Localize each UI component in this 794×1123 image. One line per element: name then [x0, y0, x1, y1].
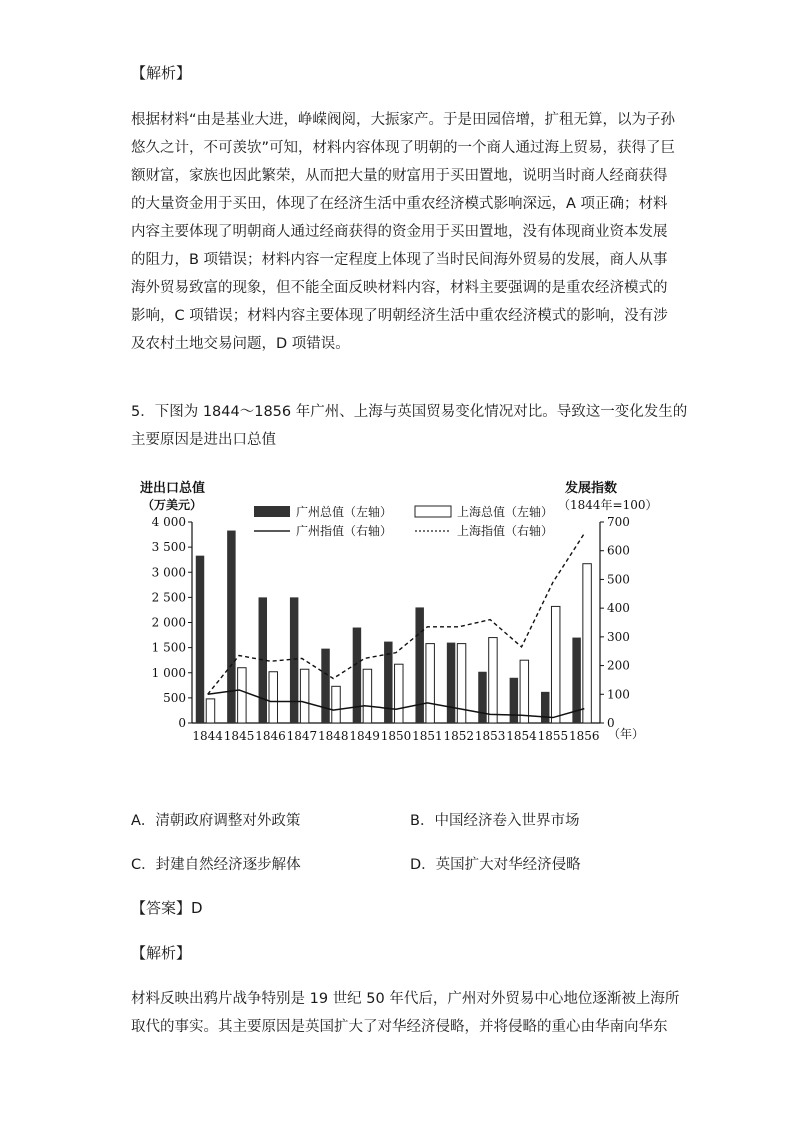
bar-shanghai-total: [269, 672, 277, 723]
right-axis-tick-label: 0: [607, 716, 615, 730]
legend-gz-total: 广州总值（左轴）: [296, 505, 393, 519]
right-axis-title: 发展指数: [565, 481, 618, 496]
right-axis-tick-label: 300: [607, 629, 630, 644]
bar-shanghai-total: [206, 699, 214, 723]
analysis-paragraph-2: [131, 985, 680, 1041]
analysis-paragraph-1: [131, 106, 676, 358]
left-axis-tick-label: 2 000: [151, 615, 186, 630]
right-axis-tick-label: 500: [607, 572, 630, 587]
bar-shanghai-total: [583, 564, 591, 723]
legend-gz-total-swatch: [254, 506, 290, 517]
text-line: 内容主要体现了明朝商人通过经商获得的资金用于买田置地，没有体现商业资本发展: [131, 224, 668, 240]
trade-chart: [130, 470, 670, 760]
x-axis-tick-label: 1853: [474, 729, 506, 743]
legend-sh-total: 上海总值（左轴）: [457, 505, 554, 519]
bar-guangzhou-total: [227, 531, 235, 723]
left-axis-unit: （万美元）: [142, 498, 203, 512]
text-line: 影响，C 项错误；材料内容主要体现了明朝经济生活中重农经济模式的影响，没有涉: [131, 308, 668, 324]
text-line: 额财富，家族也因此繁荣，从而把大量的财富用于买田置地，说明当时商人经商获得: [131, 168, 668, 184]
bar-guangzhou-total: [447, 643, 455, 723]
right-axis-tick-label: 100: [607, 687, 630, 702]
text-line: 悠久之计，不可羡欤”可知，材料内容体现了明朝的一个商人通过海上贸易，获得了巨: [131, 140, 676, 156]
text-line: 的大量资金用于买田，体现了在经济生活中重农经济模式影响深远，A 项正确；材料: [131, 196, 668, 212]
x-axis-tick-label: 1855: [537, 729, 569, 743]
bar-guangzhou-total: [478, 672, 486, 723]
left-axis-tick-label: 500: [163, 690, 186, 705]
left-axis-tick-label: 2 500: [151, 590, 186, 605]
analysis-heading-2: 【解析】: [131, 944, 192, 962]
right-axis-tick-label: 400: [607, 601, 630, 616]
left-axis-tick-label: 1 500: [151, 640, 186, 655]
option-d: D．英国扩大对华经济侵略: [410, 857, 581, 873]
bar-shanghai-total: [551, 606, 559, 723]
bar-shanghai-total: [332, 686, 340, 723]
bar-shanghai-total: [395, 664, 403, 723]
bar-guangzhou-total: [353, 628, 361, 723]
option-a: A．清朝政府调整对外政策: [131, 813, 301, 829]
option-c: C．封建自然经济逐步解体: [131, 857, 301, 873]
x-axis-tick-label: 1850: [380, 729, 412, 743]
x-axis-tick-label: 1845: [223, 729, 255, 743]
right-axis-tick-label: 700: [607, 515, 630, 529]
legend-sh-total-swatch: [415, 506, 451, 517]
bar-guangzhou-total: [259, 597, 267, 723]
left-axis-tick-label: 3 000: [151, 565, 186, 580]
bar-shanghai-total: [520, 660, 528, 723]
x-axis-tick-label: 1854: [506, 729, 537, 743]
right-axis-tick-label: 200: [607, 658, 630, 673]
right-axis-unit: （1844年=100）: [558, 498, 658, 512]
x-axis-tick-label: 1847: [286, 729, 318, 743]
bar-guangzhou-total: [510, 678, 518, 723]
bar-shanghai-total: [489, 638, 497, 723]
right-axis-tick-label: 600: [607, 543, 630, 558]
bar-shanghai-total: [300, 669, 308, 723]
x-axis-tick-label: 1849: [349, 729, 380, 743]
bar-guangzhou-total: [541, 692, 549, 723]
x-axis-tick-label: 1846: [255, 729, 286, 743]
left-axis-tick-label: 4 000: [151, 515, 186, 529]
bar-guangzhou-total: [290, 597, 298, 723]
question-line: 5．下图为 1844～1856 年广州、上海与英国贸易变化情况对比。导致这一变化发生的: [131, 404, 688, 420]
x-axis-unit: （年）: [608, 727, 645, 741]
answer-label: 【答案】D: [131, 899, 203, 917]
x-axis-tick-label: 1844: [192, 729, 223, 743]
text-line: 取代的事实。其主要原因是英国扩大了对华经济侵略，并将侵略的重心由华南向华东: [131, 1019, 668, 1035]
text-line: 海外贸易致富的现象，但不能全面反映材料内容，材料主要强调的是重农经济模式的: [131, 280, 668, 296]
left-axis-tick-label: 0: [178, 716, 186, 730]
x-axis-tick-label: 1852: [443, 729, 475, 743]
bar-shanghai-total: [238, 668, 246, 723]
question-line: 主要原因是进出口总值: [131, 432, 276, 448]
legend-gz-index: 广州指值（右轴）: [296, 524, 393, 538]
bar-shanghai-total: [457, 644, 465, 723]
text-line: 的阻力，B 项错误；材料内容一定程度上体现了当时民间海外贸易的发展，商人从事: [131, 252, 668, 268]
legend-sh-index: 上海指值（右轴）: [457, 524, 554, 538]
x-axis-tick-label: 1856: [569, 729, 600, 743]
left-axis-tick-label: 1 000: [151, 665, 186, 680]
text-line: 材料反映出鸦片战争特别是 19 世纪 50 年代后，广州对外贸易中心地位逐渐被上海所: [131, 991, 680, 1007]
left-axis-tick-label: 3 500: [151, 540, 186, 555]
bar-guangzhou-total: [321, 649, 329, 723]
bar-guangzhou-total: [196, 556, 204, 723]
x-axis-tick-label: 1848: [317, 729, 349, 743]
question-5: [131, 398, 688, 454]
text-line: 根据材料“由是基业大进，峥嵘阀阅，大振家产。于是田园倍增，扩租无算，以为子孙: [131, 112, 676, 128]
text-line: 及农村土地交易问题，D 项错误。: [131, 336, 350, 352]
option-b: B．中国经济卷入世界市场: [410, 813, 580, 829]
left-axis-title: 进出口总值: [140, 481, 206, 496]
bar-shanghai-total: [426, 644, 434, 723]
analysis-heading-1: 【解析】: [131, 64, 192, 82]
x-axis-tick-label: 1851: [412, 729, 443, 743]
bar-shanghai-total: [363, 669, 371, 723]
